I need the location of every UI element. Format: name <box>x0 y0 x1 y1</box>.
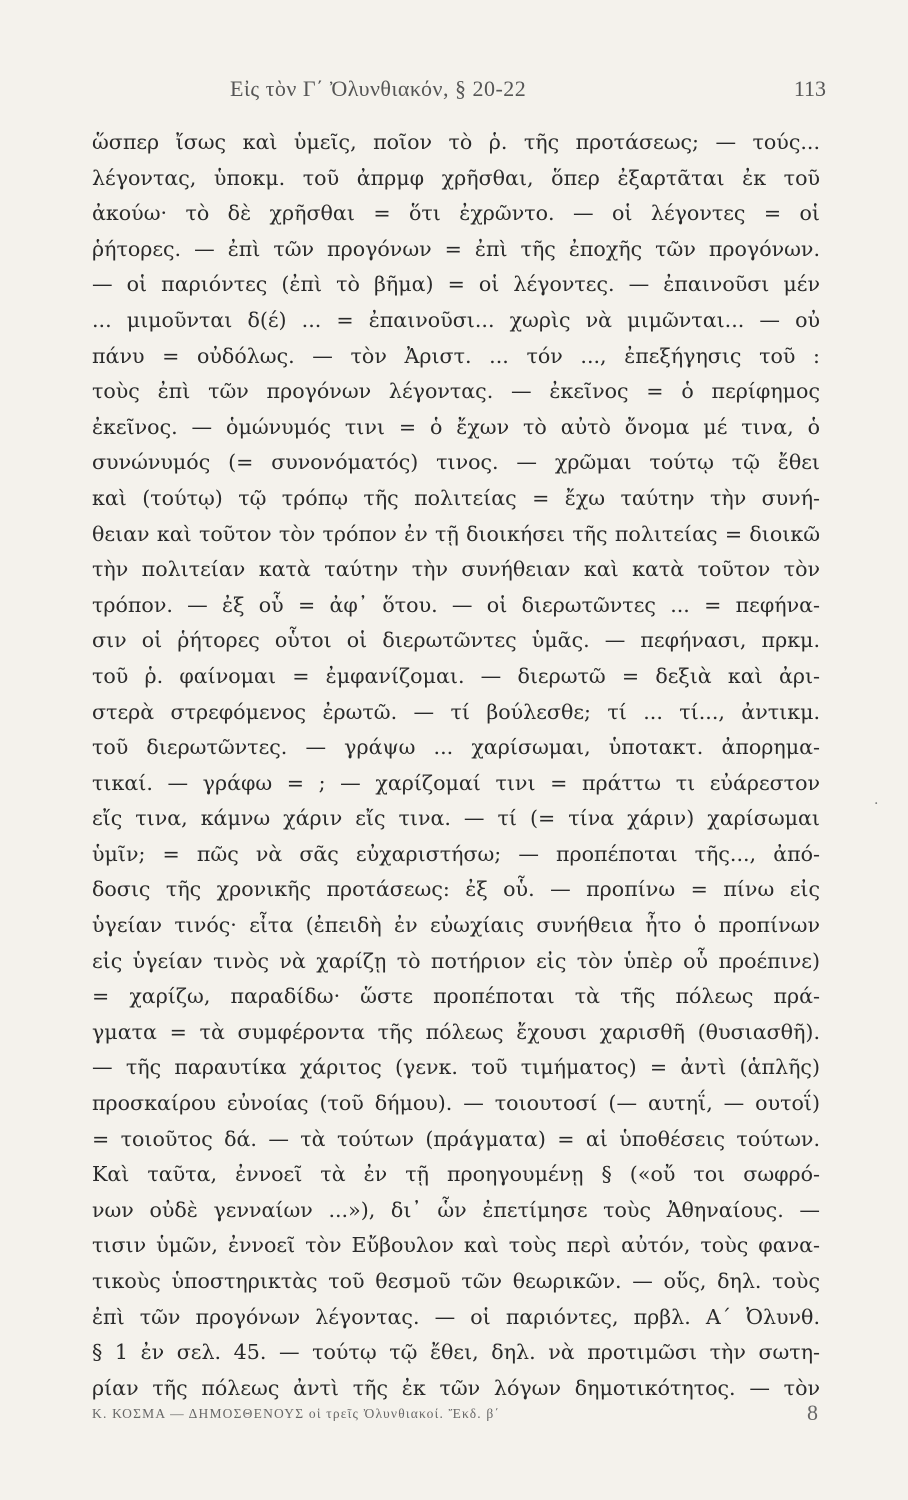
text-line: στερὰ στρεφόμενος ἐρωτῶ. — τί βούλεσθε; τί ... τί..., ἀντικμ. <box>92 699 820 724</box>
page-number: 113 <box>793 76 826 101</box>
commentary-text <box>92 125 820 1406</box>
text-line: ἐπὶ τῶν προγόνων λέγοντας. — οἱ παριόντες, πρβλ. Α΄ Ὀλυνθ. <box>92 1304 820 1329</box>
text-line: § 1 ἐν σελ. 45. — τούτῳ τῷ ἔθει, δηλ. νὰ προτιμῶσι τὴν σωτη- <box>92 1340 820 1365</box>
text-line: εἴς τινα, κάμνω χάριν εἴς τινα. — τί (= τίνα χάριν) χαρίσωμαι <box>92 806 820 831</box>
text-line: πάνυ = οὐδόλως. — τὸν Ἀριστ. ... τόν ..., ἐπεξήγησις τοῦ : <box>92 343 820 368</box>
text-line: σιν οἱ ῥήτορες οὗτοι οἱ διερωτῶντες ὑμᾶς. — πεφήνασι, πρκμ. <box>92 628 820 653</box>
running-title: Εἰς τὸν Γ΄ Ὀλυνθιακόν, § 20-22 <box>230 76 527 101</box>
text-line: ῥήτορες. — ἐπὶ τῶν προγόνων = ἐπὶ τῆς ἐποχῆς τῶν προγόνων. <box>92 236 820 261</box>
text-line: ἀκούω· τὸ δὲ χρῆσθαι = ὅτι ἐχρῶντο. — οἱ λέγοντες = οἱ <box>92 201 820 226</box>
text-line: συνώνυμός (= συνονόματός) τινος. — χρῶμαι τούτῳ τῷ ἔθει <box>92 450 820 475</box>
running-head <box>0 76 908 110</box>
margin-mark: · <box>874 796 879 812</box>
text-line: τικαί. — γράφω = ; — χαρίζομαί τινι = πράττω τι εὐάρεστον <box>92 770 820 795</box>
text-line: τρόπον. — ἐξ οὗ = ἀφ᾽ ὅτου. — οἱ διερωτῶντες ... = πεφήνα- <box>92 592 820 617</box>
text-line: νων οὐδὲ γενναίων ...»), δι᾽ ὧν ἐπετίμησε τοὺς Ἀθηναίους. — <box>92 1197 820 1222</box>
text-line: τοὺς ἐπὶ τῶν προγόνων λέγοντας. — ἐκεῖνος = ὁ περίφημος <box>92 379 820 404</box>
text-line: ὥσπερ ἴσως καὶ ὑμεῖς, ποῖον τὸ ῥ. τῆς προτάσεως; — τούς... <box>92 130 820 154</box>
text-line: τὴν πολιτείαν κατὰ ταύτην τὴν συνήθειαν καὶ κατὰ τοῦτον τὸν <box>92 557 820 582</box>
text-line: = τοιοῦτος δά. — τὰ τούτων (πράγματα) = αἱ ὑποθέσεις τούτων. <box>92 1126 820 1151</box>
text-line: — τῆς παραυτίκα χάριτος (γενκ. τοῦ τιμήματος) = ἀντὶ (ἁπλῆς) <box>92 1055 820 1080</box>
text-line: δοσις τῆς χρονικῆς προτάσεως: ἐξ οὗ. — προπίνω = πίνω εἰς <box>92 877 820 902</box>
text-line: τισιν ὑμῶν, ἐννοεῖ τὸν Εὔβουλον καὶ τοὺς περὶ αὐτόν, τοὺς φανα- <box>92 1233 820 1258</box>
text-line: ὑγείαν τινός· εἶτα (ἐπειδὴ ἐν εὐωχίαις συνήθεια ἦτο ὁ προπίνων <box>92 913 820 938</box>
text-line: ρίαν τῆς πόλεως ἀντὶ τῆς ἐκ τῶν λόγων δημοτικότητος. — τὸν <box>92 1375 820 1400</box>
text-line: τικοὺς ὑποστηρικτὰς τοῦ θεσμοῦ τῶν θεωρικῶν. — οὕς, δηλ. τοὺς <box>92 1269 820 1293</box>
text-line: ὑμῖν; = πῶς νὰ σᾶς εὐχαριστήσω; — προπέποται τῆς..., ἀπό- <box>92 841 820 866</box>
text-line: τοῦ ῥ. φαίνομαι = ἐμφανίζομαι. — διερωτῶ = δεξιὰ καὶ ἀρι- <box>92 663 820 688</box>
text-line: τοῦ διερωτῶντες. — γράψω ... χαρίσωμαι, ὑποτακτ. ἀπορημα- <box>92 735 820 760</box>
text-line: λέγοντας, ὑποκμ. τοῦ ἀπρμφ χρῆσθαι, ὅπερ ἐξαρτᾶται ἐκ τοῦ <box>92 165 820 190</box>
text-line: ἐκεῖνος. — ὁμώνυμός τινι = ὁ ἔχων τὸ αὐτὸ ὄνομα μέ τινα, ὁ <box>92 414 820 439</box>
text-line: γματα = τὰ συμφέροντα τῆς πόλεως ἔχουσι χαρισθῆ (θυσιασθῆ). <box>92 1019 820 1044</box>
text-line: — οἱ παριόντες (ἐπὶ τὸ βῆμα) = οἱ λέγοντες. — ἐπαινοῦσι μέν <box>92 272 820 297</box>
text-line: καὶ (τούτῳ) τῷ τρόπῳ τῆς πολιτείας = ἔχω ταύτην τὴν συνή- <box>92 485 820 510</box>
text-line: Καὶ ταῦτα, ἐννοεῖ τὰ ἐν τῇ προηγουμένῃ § («οὔ τοι σωφρό- <box>92 1162 820 1187</box>
text-line: προσκαίρου εὐνοίας (τοῦ δήμου). — τοιουτοσί (— αυτηΐ, — ουτοΐ) <box>92 1091 820 1116</box>
signature-mark: 8 <box>807 1400 818 1425</box>
text-line: εἰς ὑγείαν τινὸς νὰ χαρίζῃ τὸ ποτήριον εἰς τὸν ὑπὲρ οὗ προέπινε) <box>92 948 820 973</box>
footer-imprint: Κ. ΚΟΣΜΑ — ΔΗΜΟΣΘΕΝΟΥΣ οἱ τρεῖς Ὀλυνθιακοί. Ἔκδ. β΄ <box>92 1406 501 1421</box>
text-line: = χαρίζω, παραδίδω· ὥστε προπέποται τὰ τῆς πόλεως πρά- <box>92 984 820 1009</box>
text-line: ... μιμοῦνται δ(έ) ... = ἐπαινοῦσι... χωρὶς νὰ μιμῶνται... — οὐ <box>92 307 820 332</box>
page-footer <box>92 1400 820 1428</box>
text-line: θειαν καὶ τοῦτον τὸν τρόπον ἐν τῇ διοικήσει τῆς πολιτείας = διοικῶ <box>92 521 820 546</box>
